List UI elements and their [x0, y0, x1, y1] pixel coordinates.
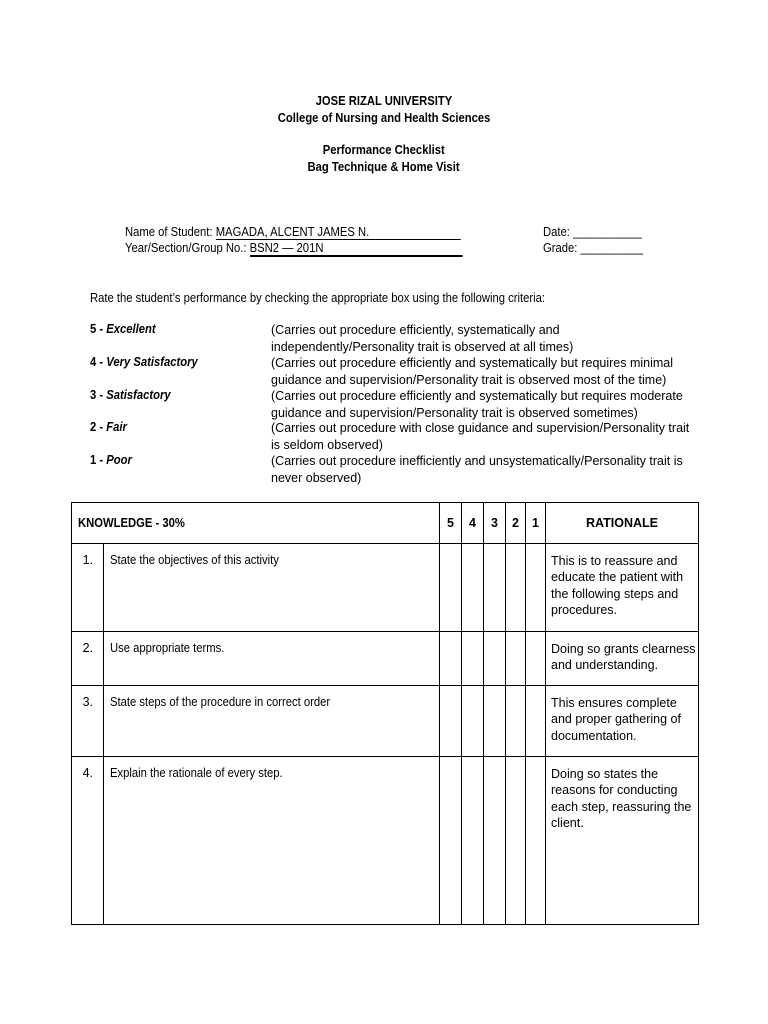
score-cell-2[interactable] [506, 632, 526, 686]
table-row [72, 632, 699, 686]
item-rationale: Doing so states the reasons for conducting each step, reassuring the client. [546, 757, 699, 925]
score-cell-5[interactable] [440, 632, 462, 686]
item-number: 4. [72, 757, 104, 925]
score-cell-4[interactable] [462, 544, 484, 632]
score-header-1: 1 [526, 503, 546, 544]
date-label: Date: [543, 225, 574, 239]
score-cell-3[interactable] [484, 544, 506, 632]
item-description: State steps of the procedure in correct order [104, 686, 440, 757]
item-number: 3. [72, 686, 104, 757]
table-row [72, 544, 699, 632]
year-section-group-row [125, 241, 500, 257]
item-rationale: Doing so grants clearness and understanding. [546, 632, 699, 686]
score-cell-3[interactable] [484, 757, 506, 925]
table-row [72, 686, 699, 757]
item-rationale: This ensures complete and proper gathering of documentation. [546, 686, 699, 757]
item-rationale: This is to reassure and educate the patient with the following steps and procedures. [546, 544, 699, 632]
student-name-field[interactable]: MAGADA, ALCENT JAMES N. [216, 226, 461, 240]
item-description: Use appropriate terms. [104, 632, 440, 686]
score-cell-4[interactable] [462, 686, 484, 757]
knowledge-checklist-table [71, 502, 699, 925]
table-header-row [72, 503, 699, 544]
score-cell-3[interactable] [484, 686, 506, 757]
item-description: State the objectives of this activity [104, 544, 440, 632]
criterion-label: 5 - Excellent [90, 322, 156, 336]
criterion-label: 4 - Very Satisfactory [90, 355, 198, 369]
university-name: JOSE RIZAL UNIVERSITY [315, 94, 453, 108]
score-header-4: 4 [462, 503, 484, 544]
student-name-label: Name of Student: [125, 225, 216, 239]
score-cell-5[interactable] [440, 544, 462, 632]
score-cell-2[interactable] [506, 686, 526, 757]
criterion-label: 3 - Satisfactory [90, 388, 171, 402]
score-cell-1[interactable] [526, 757, 546, 925]
year-section-group-field[interactable]: BSN2 — 201N [250, 242, 462, 257]
item-number: 1. [72, 544, 104, 632]
score-cell-1[interactable] [526, 632, 546, 686]
grade-row [543, 241, 654, 255]
document-title: Performance Checklist [323, 143, 445, 157]
score-cell-1[interactable] [526, 544, 546, 632]
criterion-description: (Carries out procedure with close guidance and supervision/Personality trait is seldom observed) [271, 421, 690, 452]
student-name-row [125, 225, 498, 240]
score-cell-4[interactable] [462, 632, 484, 686]
date-row [543, 225, 653, 239]
year-section-group-label: Year/Section/Group No.: [125, 241, 250, 255]
document-subtitle: Bag Technique & Home Visit [307, 160, 461, 174]
college-name: College of Nursing and Health Sciences [277, 111, 491, 125]
score-cell-3[interactable] [484, 632, 506, 686]
rationale-header: RATIONALE [546, 503, 699, 544]
score-cell-5[interactable] [440, 757, 462, 925]
score-cell-1[interactable] [526, 686, 546, 757]
score-header-2: 2 [506, 503, 526, 544]
score-cell-2[interactable] [506, 544, 526, 632]
criterion-description: (Carries out procedure inefficiently and unsystematically/Personality trait is never observed) [271, 454, 683, 485]
score-header-5: 5 [440, 503, 462, 544]
item-number: 2. [72, 632, 104, 686]
date-field[interactable]: ___________ [573, 225, 642, 239]
score-cell-2[interactable] [506, 757, 526, 925]
score-header-3: 3 [484, 503, 506, 544]
criterion-label: 2 - Fair [90, 420, 127, 434]
score-cell-4[interactable] [462, 757, 484, 925]
grade-field[interactable]: __________ [580, 241, 644, 255]
criterion-description: (Carries out procedure efficiently, systematically and independently/Personality trait is observed at all times) [271, 323, 574, 354]
score-cell-5[interactable] [440, 686, 462, 757]
criterion-label: 1 - Poor [90, 453, 132, 467]
item-description: Explain the rationale of every step. [104, 757, 440, 925]
criterion-description: (Carries out procedure efficiently and systematically but requires moderate guidance and supervision/Personality trait is observed sometimes) [271, 389, 683, 420]
grade-label: Grade: [543, 241, 581, 255]
knowledge-section-header: KNOWLEDGE - 30% [72, 503, 440, 544]
table-row [72, 757, 699, 925]
criterion-description: (Carries out procedure efficiently and systematically but requires minimal guidance and supervision/Personality trait is observed most of the time) [271, 356, 674, 387]
rating-instruction: Rate the student’s performance by checking the appropriate box using the following criteria: [90, 291, 546, 305]
